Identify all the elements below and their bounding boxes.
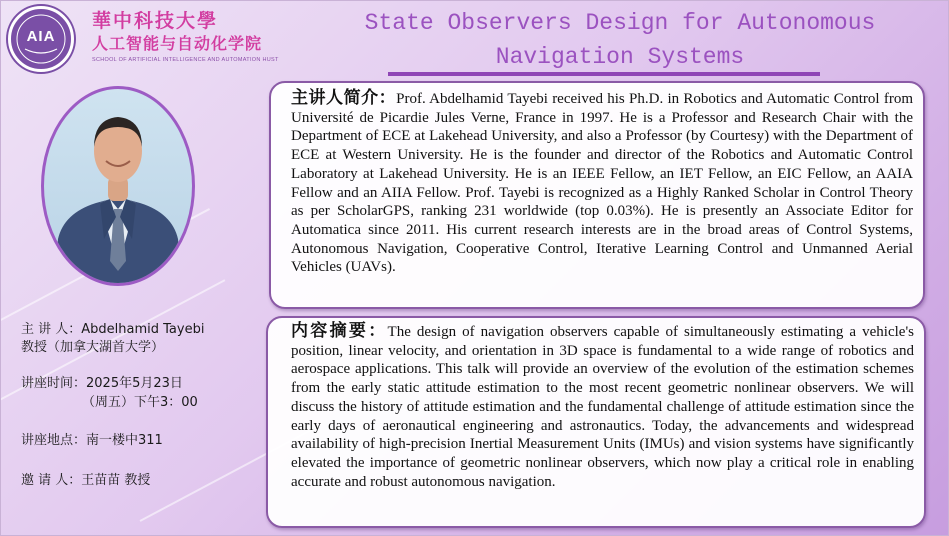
host-label: 邀 请 人： [21, 473, 82, 488]
title-underline [388, 72, 820, 76]
speaker-name: Abdelhamid Tayebi [81, 322, 205, 337]
lecture-time-detail: （周五）下午3：00 [82, 395, 198, 410]
lecture-location-line [21, 429, 163, 448]
logo-text: AIA [26, 28, 56, 45]
lecture-time-line [21, 372, 183, 391]
abstract-box [266, 316, 926, 528]
speaker-bio-box [269, 81, 925, 309]
abstract-paragraph [291, 322, 914, 491]
abstract-text: The design of navigation observers capable of simultaneously estimating a vehicle's position, linear velocity, and orientation in 3D space is fundamental to a wide range of robotics and aerospace applications. This talk will provide an overview of the evolution of the estimation schemes from the early static attitude estimation to the most recent geometric nonlinear observers. We will discuss the history of attitude estimation and the fundamental challenge of attitude estimation since the early days of aeronautical engineering and astronautics. Today, the advancements and widespread availability of high-precision Inertial Measurement Units (IMUs) and vision systems have significantly elevated the importance of geometric nonlinear observers, which now play a critical role in enabling accurate and robust autonomous navigation. [291, 324, 914, 490]
speaker-photo [41, 86, 195, 286]
speaker-label: 主 讲 人： [21, 322, 82, 337]
host-line [21, 469, 150, 488]
time-label: 讲座时间： [21, 376, 87, 391]
title-line-1: State Observers Design for Autonomous [364, 10, 876, 36]
lecture-date: 2025年5月23日 [86, 376, 183, 391]
speaker-line [21, 318, 204, 337]
university-name: 華中科技大學 [92, 10, 219, 32]
speaker-portrait-icon [44, 89, 192, 283]
speaker-affiliation: 教授（加拿大湖首大学） [21, 340, 165, 355]
host-name: 王苗苗 教授 [81, 473, 151, 488]
lecture-location: 南一楼中311 [86, 433, 163, 448]
school-logo [8, 6, 74, 72]
title-line-2: Navigation Systems [495, 44, 745, 70]
bio-text: Prof. Abdelhamid Tayebi received his Ph.D. in Robotics and Automatic Control from Université de Picardie Jules Verne, France in 1997. He is a Professor and Research Chair with the Department of ECE at Lakehead University, and also a Professor (by Courtesy) with the Department of ECE at Western University. He is the founder and director of the Robotics and Automatic Control Laboratory at Lakehead University. He is an IEEE Fellow, an IET Fellow, an EIC Fellow, an AAIA Fellow and an AIIA Fellow. Prof. Tayebi is recognized as a Highly Ranked Scholar in Control Theory as per ScholarGPS, ranking 231 worldwide (top 0.03%). He is presently an Associate Editor for Automatica since 2011. His current research interests are in the broad areas of Control Systems, Autonomous Navigation, Cooperative Control, Iterative Learning Control and Unmanned Aerial Vehicles (UAVs). [291, 91, 913, 276]
school-name: 人工智能与自动化学院 [92, 34, 263, 53]
page-title [340, 6, 900, 74]
abstract-heading: 内容摘要： [291, 321, 388, 341]
bio-paragraph [291, 89, 913, 277]
location-label: 讲座地点： [21, 433, 87, 448]
bio-heading: 主讲人简介： [291, 88, 397, 108]
school-name-english: SCHOOL OF ARTIFICIAL INTELLIGENCE AND AUTOMATION HUST [92, 57, 279, 63]
